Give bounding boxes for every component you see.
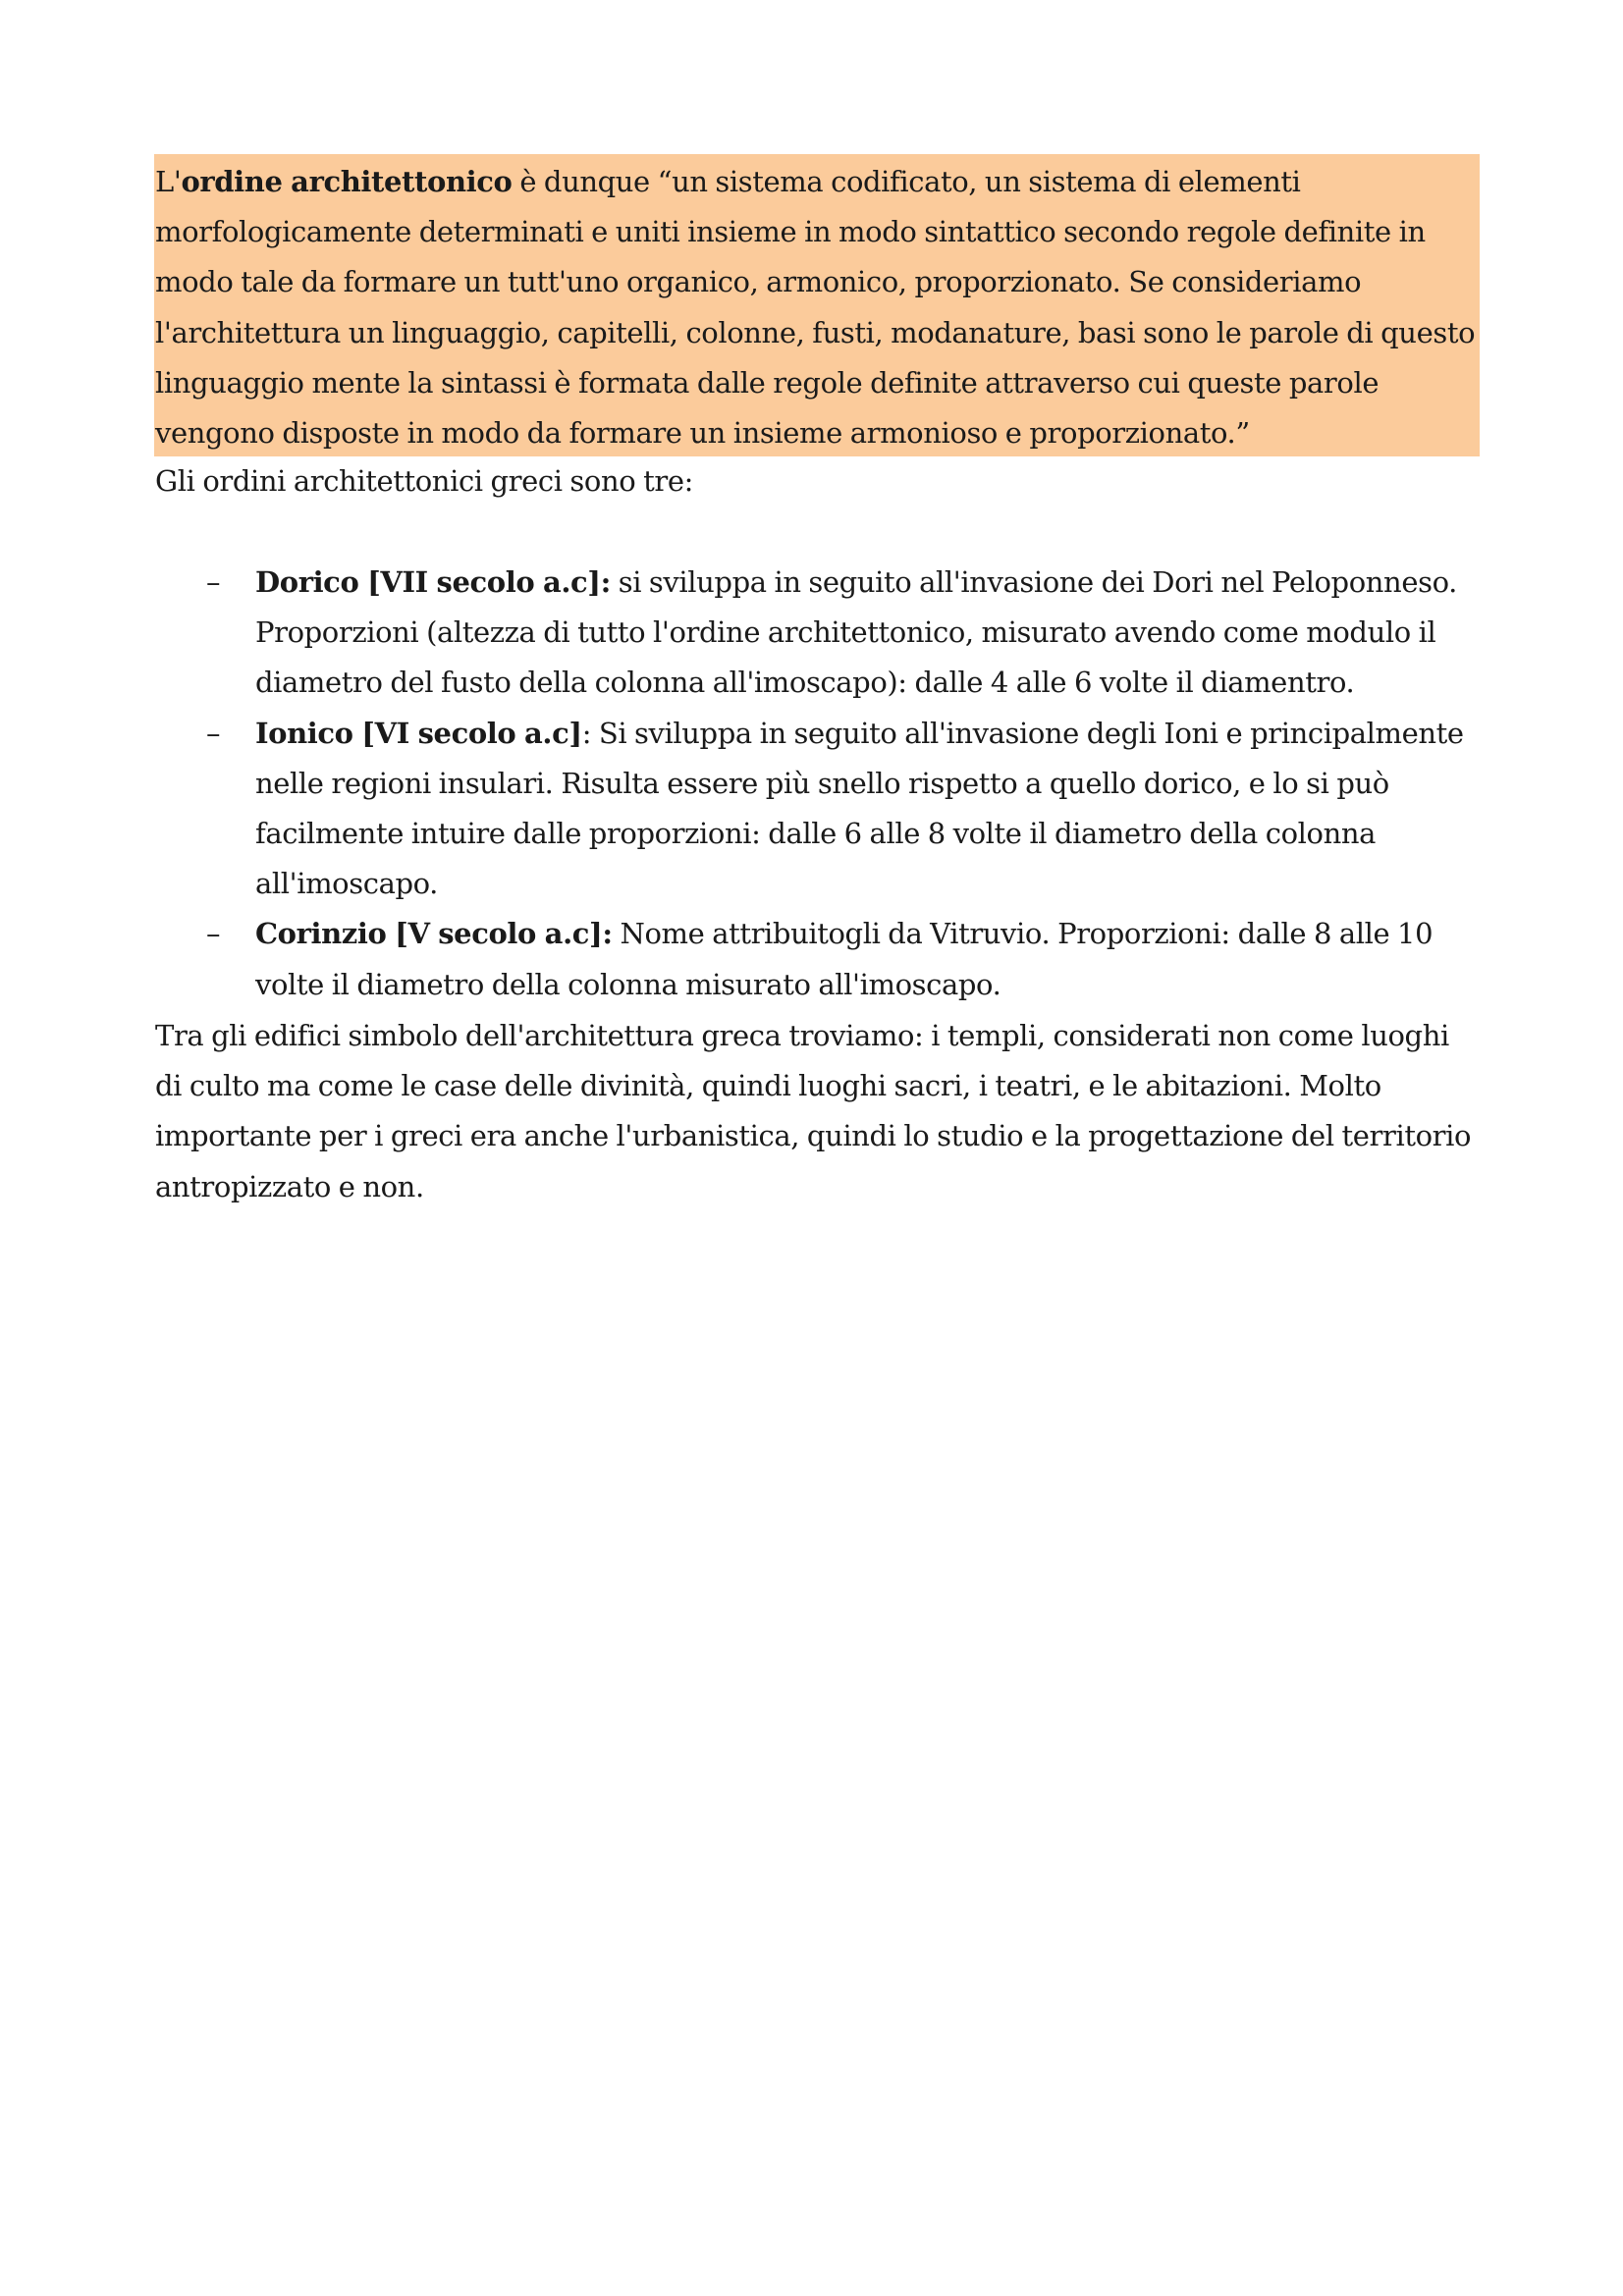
quote-bold-term: ordine architettonico: [181, 165, 513, 198]
list-dash: –: [206, 716, 221, 750]
list-item-ionico: [155, 709, 1481, 910]
list-item-dorico: [155, 558, 1481, 709]
order-title: Ionico [VI secolo a.c]: [255, 716, 582, 750]
orders-intro: Gli ordini architettonici greci sono tre:: [155, 464, 693, 498]
quote-text: è dunque “un sistema codificato, un sistema di elementi morfologicamente determinati e uniti insieme in modo sintattico secondo regole definite in modo tale da formare un tutt'uno organico, armonico, proporzionato. Se consideriamo l'architettura un linguaggio, capitelli, colonne, fusti, modanature, basi sono le parole di questo linguaggio mente la sintassi è formata dalle regole definite attraverso cui queste parole vengono disposte in modo da formare un insieme armonioso e proporzionato.”: [155, 165, 1476, 451]
list-item-corinzio: [155, 909, 1481, 1009]
list-dash: –: [206, 917, 221, 951]
order-title: Corinzio [V secolo a.c]:: [255, 917, 613, 951]
order-text: Nome attribuitogli da Vitruvio. Proporzioni: dalle 8 alle 10 volte il diametro della colonna misurato all'imoscapo.: [255, 917, 1434, 1001]
definition-quote: [155, 157, 1481, 458]
order-text: : Si sviluppa in seguito all'invasione degli Ioni e principalmente nelle regioni insulari. Risulta essere più snello rispetto a quello dorico, e lo si può facilmente intuire dalle proporzioni: dalle 6 alle 8 volte il diametro della colonna all'imoscapo.: [255, 716, 1464, 901]
closing-paragraph: Tra gli edifici simbolo dell'architettura greca troviamo: i templi, considerati non come luoghi di culto ma come le case delle divinità, quindi luoghi sacri, i teatri, e le abitazioni. Molto importante per i greci era anche l'urbanistica, quindi lo studio e la progettazione del territorio antropizzato e non.: [155, 1019, 1472, 1203]
order-title: Dorico [VII secolo a.c]:: [255, 565, 611, 599]
orders-list: [155, 558, 1481, 1010]
list-dash: –: [206, 565, 221, 599]
order-text: si sviluppa in seguito all'invasione dei Dori nel Peloponneso. Proporzioni (altezza di tutto l'ordine architettonico, misurato avendo come modulo il diametro del fusto della colonna all'imoscapo): dalle 4 alle 6 volte il diamentro.: [255, 565, 1457, 700]
quote-prefix: L': [155, 165, 182, 198]
